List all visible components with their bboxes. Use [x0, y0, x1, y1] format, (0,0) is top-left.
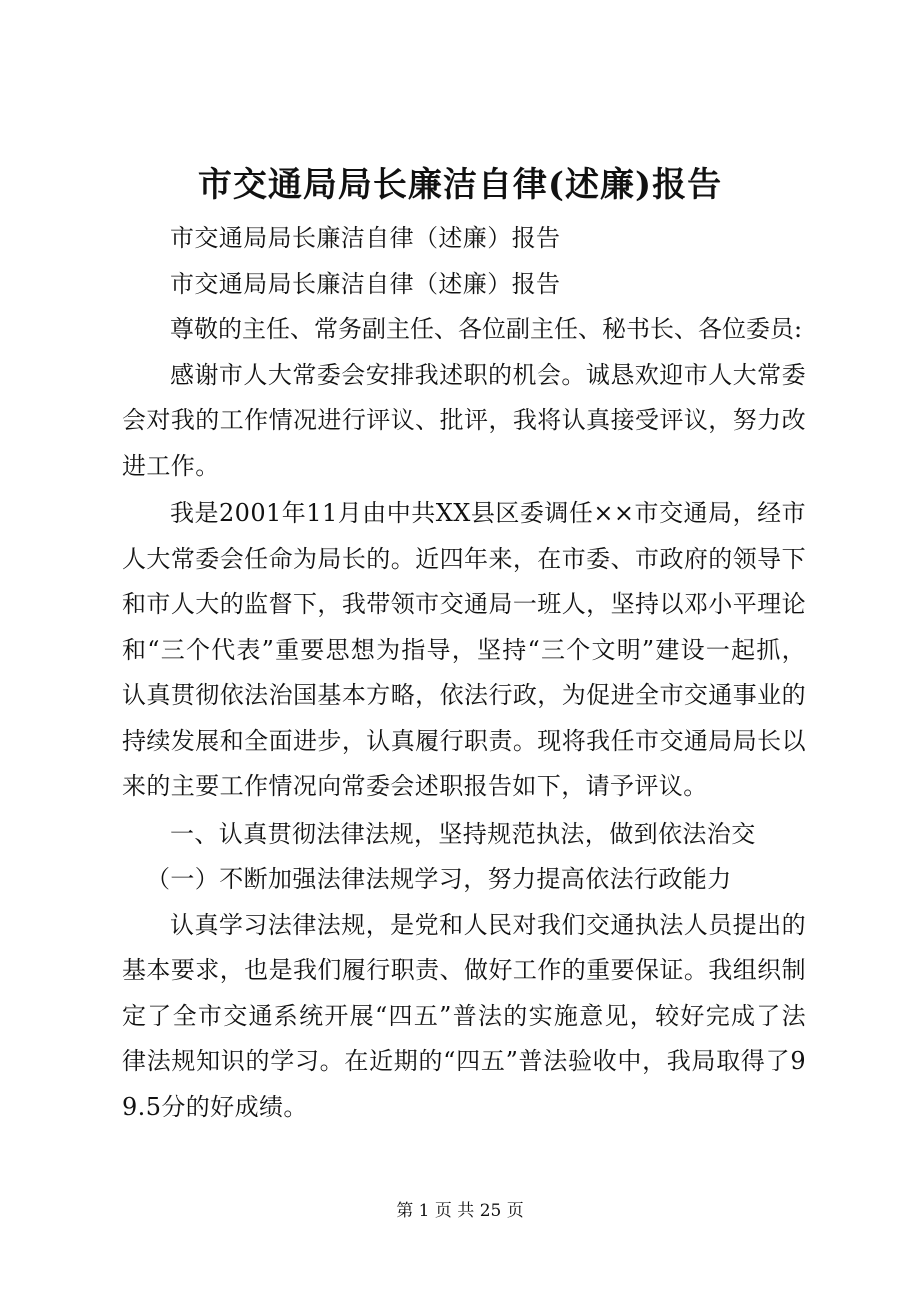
paragraph-subtitle-1: 市交通局局长廉洁自律（述廉）报告	[170, 224, 561, 252]
subsection-heading-1: （一）不断加强法律法规学习，努力提高依法行政能力	[146, 865, 732, 893]
section-heading-1: 一、认真贯彻法律法规，坚持规范执法，做到依法治交	[170, 819, 756, 848]
paragraph-thanks: 感谢市人大常委会安排我述职的机会。诚恳欢迎市人大常委会对我的工作情况进行评议、批评，我将认真接受评议，努力改进工作。	[122, 360, 806, 480]
document-title: 市交通局局长廉洁自律(述廉)报告	[197, 165, 723, 205]
paragraph-salutation: 尊敬的主任、常务副主任、各位副主任、秘书长、各位委员:	[170, 315, 803, 343]
paragraph-subtitle-2: 市交通局局长廉洁自律（述廉）报告	[170, 269, 561, 298]
paragraph-study: 认真学习法律法规，是党和人民对我们交通执法人员提出的基本要求，也是我们履行职责、做好工作的重要保证。我组织制定了全市交通系统开展“四五”普法的实施意见，较好完成了法律法规知识的学习。在近期的“四五”普法验收中，我局取得了99.5分的好成绩。	[122, 910, 806, 1121]
paragraph-intro: 我是2001年11月由中共XX县区委调任××市交通局，经市人大常委会任命为局长的。近四年来，在市委、市政府的领导下和市人大的监督下，我带领市交通局一班人，坚持以邓小平理论和“三个代表”重要思想为指导，坚持“三个文明”建设一起抓，认真贯彻依法治国基本方略，依法行政，为促进全市交通事业的持续发展和全面进步，认真履行职责。现将我任市交通局局长以来的主要工作情况向常委会述职报告如下，请予评议。	[122, 499, 806, 800]
document-body	[122, 216, 806, 1130]
page-footer: 第 1 页 共 25 页	[396, 1201, 524, 1221]
